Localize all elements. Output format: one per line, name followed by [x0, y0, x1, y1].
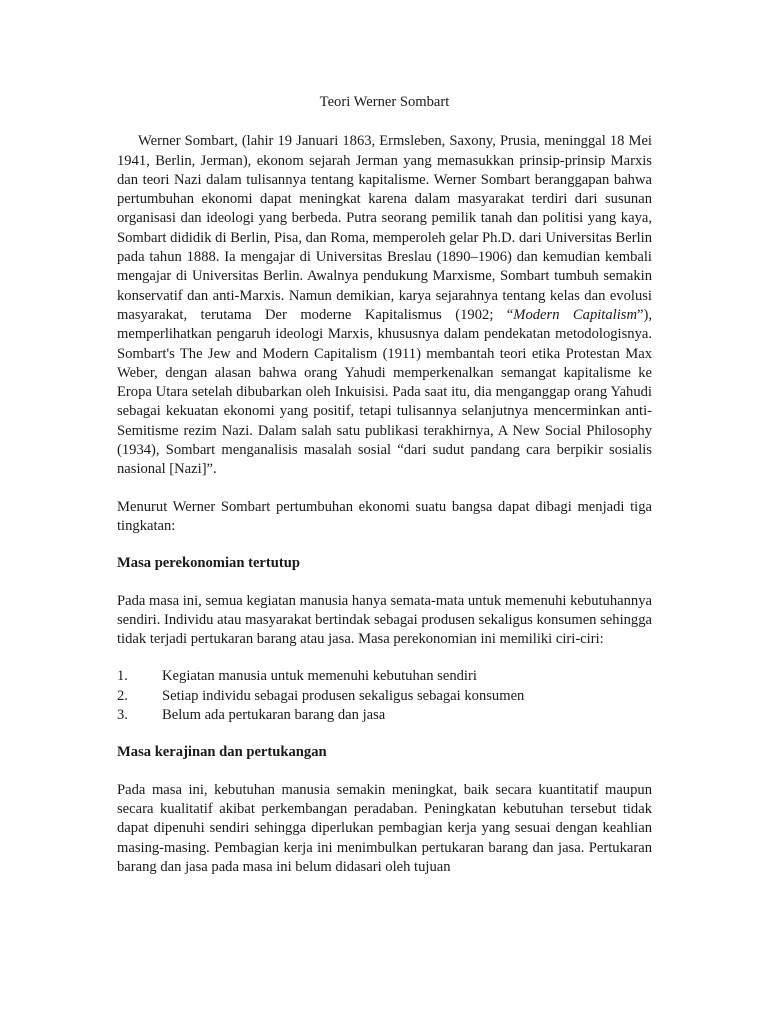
section-body-closed-economy: Pada masa ini, semua kegiatan manusia hanya semata-mata untuk memenuhi kebutuhannya sendiri. Individu atau masyarakat bertindak sebagai produsen sekaligus konsumen sehingga tidak terjadi pertukaran barang atau jasa. Masa perekonomian ini memiliki ciri-ciri: — [117, 592, 652, 648]
paragraph-spacer — [117, 574, 652, 592]
list-item-number: 1. — [117, 668, 128, 685]
list-item-text: Belum ada pertukaran barang dan jasa — [162, 707, 386, 724]
paragraph-spacer — [117, 725, 652, 743]
intro-text-part1: Werner Sombart, (lahir 19 Januari 1863, Ermsleben, Saxony, Prusia, meninggal 18 Mei 1941, Berlin, Jerman), ekonom sejarah Jerman yang memasukkan prinsip-prinsip Marxis dan teori Nazi dalam tulisannya tentang kapitalisme. Werner Sombart beranggapan bahwa pertumbuhan ekonomi dapat meningkat karena dalam masyarakat terdiri dari susunan organisasi dan ideologi yang berbeda. Putra seorang pemilik tanah dan politisi yang kaya, Sombart dididik di Berlin, Pisa, dan Roma, memperoleh gelar Ph.D. dari Universitas Berlin pada tahun 1888. Ia mengajar di Universitas Breslau (1890–1906) dan kemudian kembali mengajar di Universitas Berlin. Awalnya pendukung Marxisme, Sombart tumbuh semakin konservatif dan anti-Marxis. Namun demikian, karya sejarahnya tentang kelas dan evolusi masyarakat, terutama Der moderne Kapitalismus (1902; “ — [117, 133, 652, 323]
list-item — [117, 706, 652, 725]
paragraph-spacer — [117, 763, 652, 781]
section-heading-closed-economy: Masa perekonomian tertutup — [117, 555, 300, 572]
list-item-text: Setiap individu sebagai produsen sekaligus sebagai konsumen — [162, 687, 525, 704]
document-page — [117, 93, 652, 877]
stages-intro-paragraph: Menurut Werner Sombart pertumbuhan ekonomi suatu bangsa dapat dibagi menjadi tiga tingkatan: — [117, 498, 652, 534]
list-item — [117, 687, 652, 706]
intro-text-part2: ”), memperlihatkan pengaruh ideologi Marxis, khususnya dalam pendekatan metodologisnya. Sombart's The Jew and Modern Capitalism (1911) membantah teori etika Protestan Max Weber, dengan alasan bahwa orang Yahudi memperkenalkan semangat kapitalisme ke Eropa Utara setelah dibubarkan oleh Inkuisisi. Pada saat itu, dia menganggap orang Yahudi sebagai kekuatan ekonomi yang positif, tetapi tulisannya selanjutnya mencerminkan anti-Semitisme rezim Nazi. Dalam salah satu publikasi terakhirnya, A New Social Philosophy (1934), Sombart menganalisis masalah sosial “dari sudut pandang cara berpikir sosialis nasional [Nazi]”. — [117, 306, 652, 478]
list-item — [117, 667, 652, 686]
document-title: Teori Werner Sombart — [319, 94, 450, 110]
intro-paragraph — [117, 132, 652, 479]
section-body-craft-trade: Pada masa ini, kebutuhan manusia semakin meningkat, baik secara kuantitatif maupun secara kualitatif akibat perkembangan peradaban. Peningkatan kebutuhan tersebut tidak dapat dipenuhi sendiri sehingga diperlukan pembagian kerja yang sesuai dengan keahlian masing-masing. Pembagian kerja ini menimbulkan pertukaran barang dan jasa. Pertukaran barang dan jasa pada masa ini belum didasari oleh tujuan — [117, 781, 652, 875]
paragraph-spacer — [117, 480, 652, 498]
paragraph-spacer — [117, 536, 652, 554]
characteristics-list — [117, 667, 652, 725]
paragraph-spacer — [117, 649, 652, 667]
intro-italic-title: Modern Capitalism — [513, 306, 637, 323]
list-item-text: Kegiatan manusia untuk memenuhi kebutuhan sendiri — [162, 668, 477, 685]
section-heading-craft-trade: Masa kerajinan dan pertukangan — [117, 744, 327, 761]
list-item-number: 2. — [117, 687, 128, 704]
list-item-number: 3. — [117, 707, 128, 724]
